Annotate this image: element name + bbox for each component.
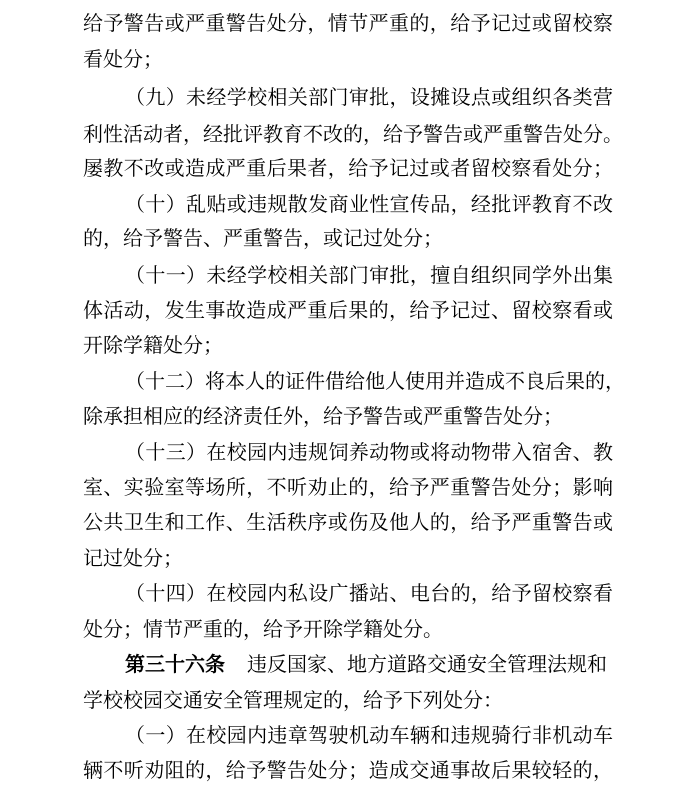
text-line: 室、实验室等场所，不听劝止的，给予严重警告处分；影响 (83, 475, 613, 499)
clause-12-line: （十二）将本人的证件借给他人使用并造成不良后果的， (125, 369, 625, 393)
text-line: 公共卫生和工作、生活秩序或伤及他人的，给予严重警告或 (83, 510, 613, 534)
text-line: 学校校园交通安全管理规定的，给予下列处分： (83, 688, 503, 712)
text-line: 体活动，发生事故造成严重后果的，给予记过、留校察看或 (83, 298, 613, 322)
text-line: 屡教不改或造成严重后果者，给予记过或者留校察看处分； (83, 156, 613, 180)
article-36-heading-line (125, 647, 613, 681)
clause-13-line: （十三）在校园内违规饲养动物或将动物带入宿舍、教 (125, 440, 613, 464)
text-line: 除承担相应的经济责任外，给予警告或严重警告处分； (83, 404, 563, 428)
text-line: 辆不听劝阻的，给予警告处分；造成交通事故后果较轻的， (83, 758, 613, 782)
article-36-clause-1-line: （一）在校园内违章驾驶机动车辆和违规骑行非机动车 (125, 723, 613, 747)
text-line: 看处分； (83, 47, 163, 71)
text-line: 处分；情节严重的，给予开除学籍处分。 (83, 617, 443, 641)
clause-14-line: （十四）在校园内私设广播站、电台的，给予留校察看 (125, 581, 613, 605)
clause-10-line: （十）乱贴或违规散发商业性宣传品，经批评教育不改 (125, 192, 613, 216)
text-line: 开除学籍处分； (83, 333, 223, 357)
clause-11-line: （十一）未经学校相关部门审批，擅自组织同学外出集 (125, 263, 613, 287)
clause-9-line: （九）未经学校相关部门审批，设摊设点或组织各类营 (125, 85, 613, 109)
text-line: 利性活动者，经批评教育不改的，给予警告或严重警告处分。 (83, 122, 623, 146)
text-line: 给予警告或严重警告处分，情节严重的，给予记过或留校察 (83, 11, 613, 35)
text-line: 的，给予警告、严重警告，或记过处分； (83, 226, 443, 250)
text-line: 记过处分； (83, 546, 183, 570)
article-number: 第三十六条 (125, 652, 225, 676)
article-intro-text: 违反国家、地方道路交通安全管理法规和 (247, 652, 607, 676)
